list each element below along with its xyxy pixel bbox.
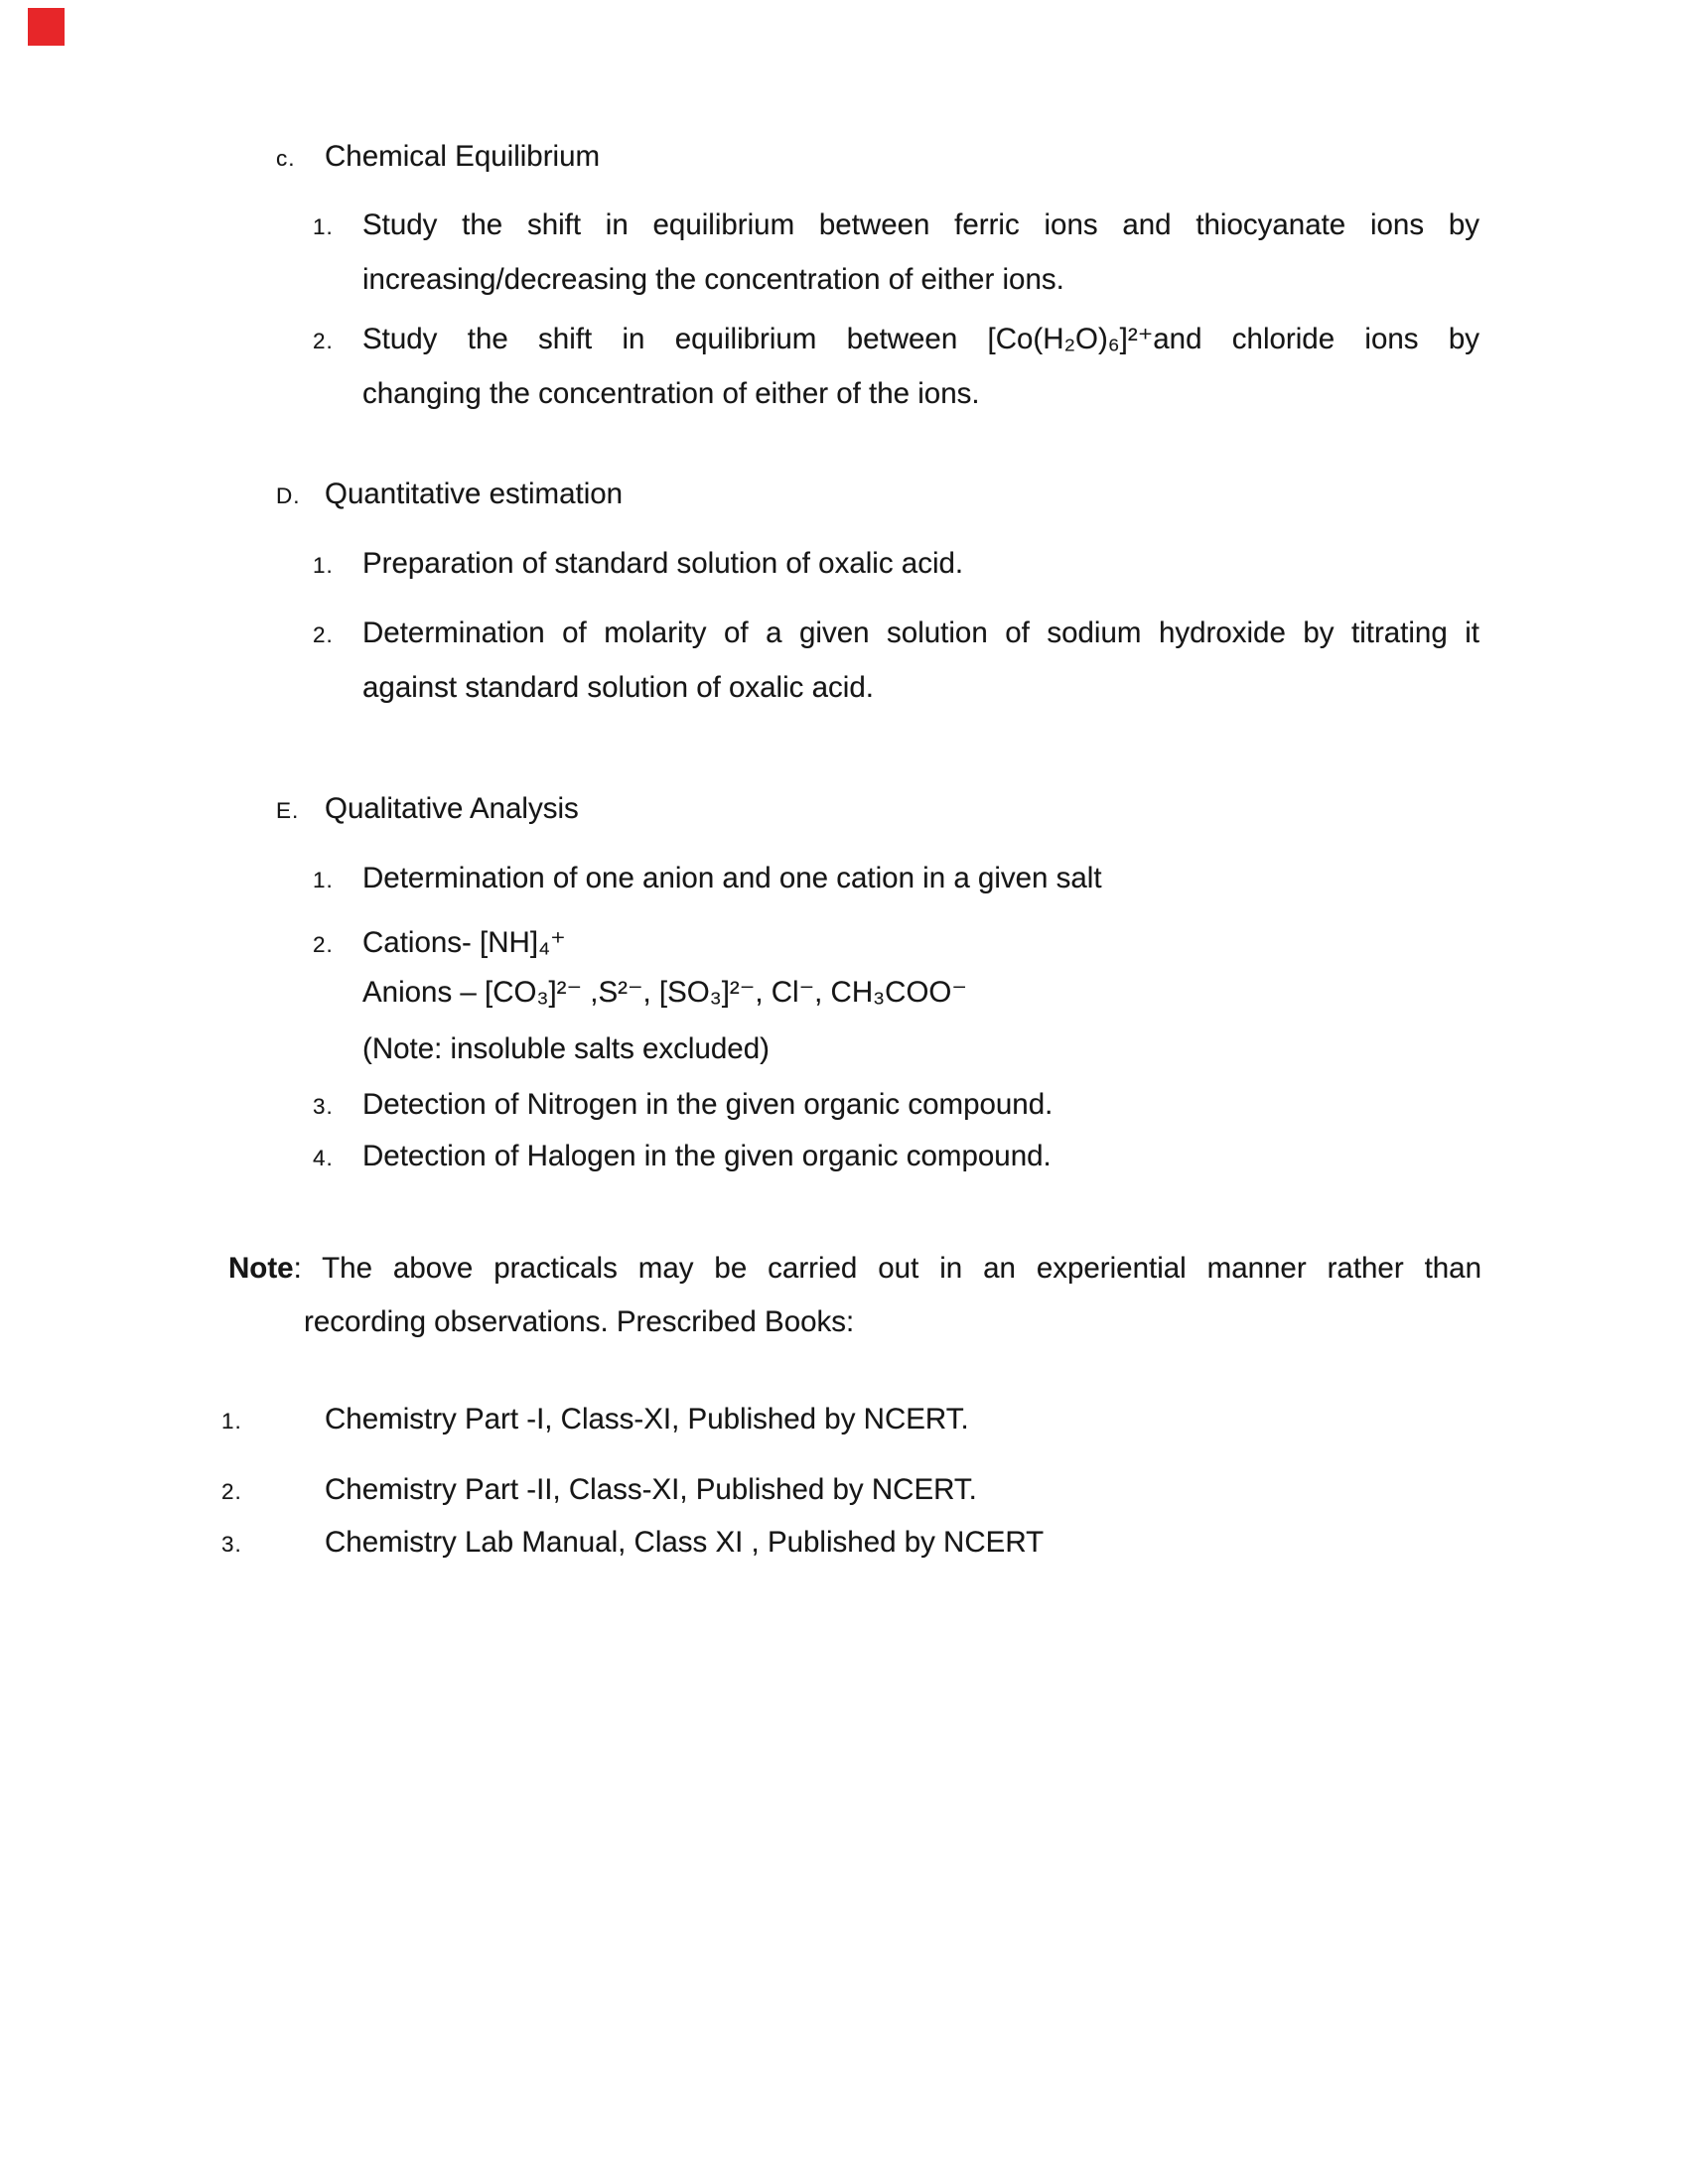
item-c2-line1: 2. Study the shift in equilibrium between [Co(H₂O)₆]²⁺and chloride ions by (313, 323, 1479, 355)
section-d-title: Quantitative estimation (325, 478, 624, 510)
book-1-title: Chemistry Part -I, Class-XI, Published by NCERT. (325, 1403, 969, 1435)
item-e2-line2: Anions – [CO₃]²⁻ ,S²⁻, [SO₃]²⁻, Cl⁻, CH₃COO⁻ (362, 976, 967, 1009)
item-e2-line1: 2. Cations- [NH]₄⁺ (313, 926, 566, 959)
section-c-title: Chemical Equilibrium (325, 140, 601, 173)
item-c2-number: 2. (313, 329, 334, 353)
section-e-label: E. (276, 798, 300, 823)
book-3-title: Chemistry Lab Manual, Class XI , Published by NCERT (325, 1526, 1045, 1559)
item-e4-number: 4. (313, 1146, 334, 1170)
item-d2-line2: against standard solution of oxalic acid. (362, 671, 874, 704)
item-e4-line1: 4. Detection of Halogen in the given organic compound. (313, 1140, 1052, 1172)
book-item-2 (221, 1475, 977, 1505)
item-d1-number: 1. (313, 553, 334, 578)
book-2-number: 2. (221, 1479, 242, 1504)
section-c-label: c. (276, 146, 296, 171)
item-d1-line1: 1. Preparation of standard solution of oxalic acid. (313, 547, 964, 580)
note-line1: Note: The above practicals may be carried out in an experiential manner rather than (228, 1252, 1481, 1285)
item-e2-line3: (Note: insoluble salts excluded) (362, 1032, 770, 1065)
book-2-title: Chemistry Part -II, Class-XI, Published by NCERT. (325, 1473, 977, 1506)
item-e2-number: 2. (313, 932, 334, 957)
item-e3-line1: 3. Detection of Nitrogen in the given organic compound. (313, 1088, 1054, 1121)
section-d-heading (276, 479, 623, 509)
item-e3-number: 3. (313, 1094, 334, 1119)
note-label: Note (228, 1252, 294, 1285)
item-d2-number: 2. (313, 622, 334, 647)
item-c2-line2: changing the concentration of either of the ions. (362, 377, 980, 410)
book-item-3 (221, 1528, 1044, 1558)
section-e-heading (276, 794, 579, 824)
item-c1-line2: increasing/decreasing the concentration of either ions. (362, 263, 1064, 296)
section-e-title: Qualitative Analysis (325, 792, 579, 825)
item-d2-line1: 2. Determination of molarity of a given solution of sodium hydroxide by titrating it (313, 616, 1479, 649)
section-c-heading (276, 142, 600, 172)
item-e1-number: 1. (313, 868, 334, 892)
item-c1-line1: 1. Study the shift in equilibrium between ferric ions and thiocyanate ions by (313, 208, 1479, 241)
item-e1-line1: 1. Determination of one anion and one cation in a given salt (313, 862, 1102, 894)
item-c1-number: 1. (313, 214, 334, 239)
book-3-number: 3. (221, 1532, 242, 1557)
book-item-1 (221, 1405, 969, 1434)
section-d-label: D. (276, 483, 301, 508)
red-corner-marker (28, 8, 65, 46)
note-line2: recording observations. Prescribed Books: (304, 1305, 855, 1338)
book-1-number: 1. (221, 1409, 242, 1433)
